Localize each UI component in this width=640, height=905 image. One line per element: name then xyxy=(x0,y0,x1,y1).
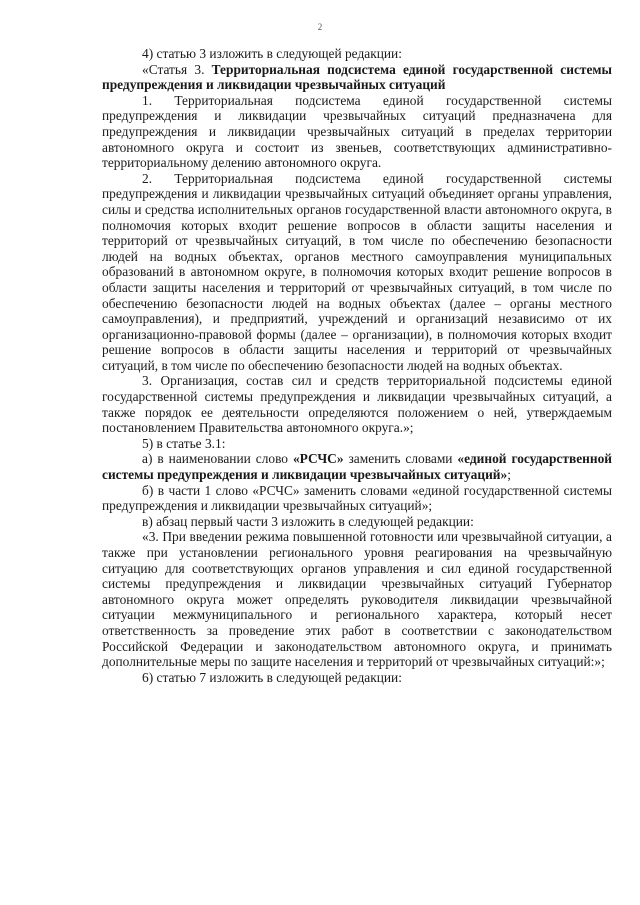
article-3-part-2: 2. Территориальная подсистема единой государственной системы предупреждения и ликвидации чрезвычайных ситуаций объединяет органы управления, силы и средства исполнительных органов государственной власти автономного округа, в полномочия которых входит решение вопросов в области защиты населения и территорий от чрезвычайных ситуаций, в том числе по обеспечению безопасности людей на водных объектах, органов местного самоуправления муниципальных образований в автономном округе, в полномочия которых входит решение вопросов в области защиты населения и территорий от чрезвычайных ситуаций, в том числе по обеспечению безопасности людей на водных объектах (далее – органы местного самоуправления), и предприятий, учреждений и организаций независимо от их организационно-правовой формы (далее – организации), в полномочия которых входит решение вопросов в области защиты населения и территорий от чрезвычайных ситуаций, в том числе по обеспечению безопасности людей на водных объектах. xyxy=(102,170,612,373)
article-3-label: «Статья 3. xyxy=(142,61,212,77)
article-3-1-part-3-paragraph-1: «3. При введении режима повышенной готовности или чрезвычайной ситуации, а также при установлении регионального уровня реагирования на чрезвычайную ситуацию для соответствующих органов управления и сил единой государственной системы предупреждения и ликвидации чрезвычайных ситуаций Губернатор автономного округа может определять руководителя ликвидации чрезвычайной ситуации межмуниципального и регионального характера, который несет ответственность за проведение этих работ в соответствии с законодательством Российской Федерации и законодательством автономного округа, и принимать дополнительные меры по защите населения и территорий от чрезвычайных ситуаций:»; xyxy=(102,529,612,670)
item-5a: а) в наименовании слово «РСЧС» заменить словами «единой государственной системы предупреждения и ликвидации чрезвычайных ситуаций»; xyxy=(102,451,612,483)
article-3-part-1: 1. Территориальная подсистема единой государственной системы предупреждения и ликвидации чрезвычайных ситуаций предназначена для предупреждения и ликвидации чрезвычайных ситуаций в пределах территории автономного округа и состоит из звеньев, соответствующих административно-территориальному делению автономного округа. xyxy=(102,92,612,171)
item-6-intro: 6) статью 7 изложить в следующей редакции: xyxy=(142,669,402,685)
item-5b: б) в части 1 слово «РСЧС» заменить словами «единой государственной системы предупреждения и ликвидации чрезвычайных ситуаций»; xyxy=(102,482,612,514)
article-3-part-3: 3. Организация, состав сил и средств территориальной подсистемы единой государственной системы предупреждения и ликвидации чрезвычайных ситуаций, а также порядок ее деятельности определяются положением о ней, утверждаемым постановлением Правительства автономного округа.»; xyxy=(102,373,612,436)
article-3-heading xyxy=(102,62,612,93)
page-number: 2 xyxy=(317,22,323,32)
item-5-intro: 5) в статье 3.1: xyxy=(142,435,226,451)
document-body xyxy=(102,46,612,685)
item-4-intro: 4) статью 3 изложить в следующей редакции: xyxy=(142,46,402,61)
item-5c: в) абзац первый части 3 изложить в следующей редакции: xyxy=(142,513,474,529)
article-3-title: Территориальная подсистема единой государственной системы предупреждения и ликвидации чрезвычайных ситуаций xyxy=(102,61,612,93)
